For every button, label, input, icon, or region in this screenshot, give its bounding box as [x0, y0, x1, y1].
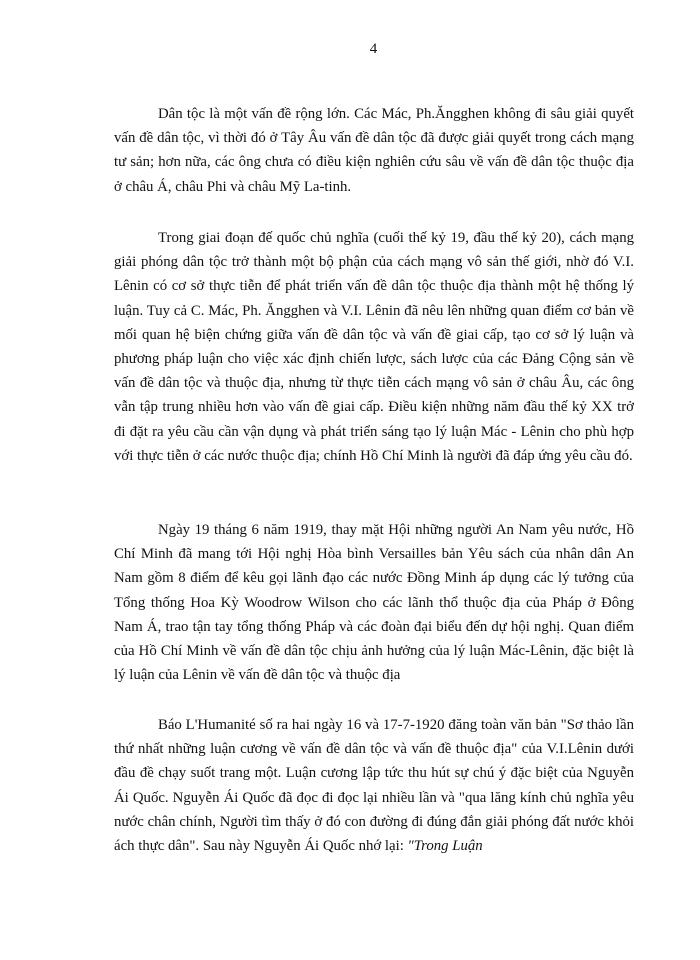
paragraph-colonial-national-question: Dân tộc là một vấn đề rộng lớn. Các Mác, Ph.Ăngghen không đi sâu giải quyết vấn đề dân tộc, vì thời đó ở Tây Âu vấn đề dân tộc đã được giải quyết trong cách mạng tư sản; hơn nữa, các ông chưa có điều kiện nghiên cứu sâu về vấn đề dân tộc thuộc địa ở châu Á, châu Phi và châu Mỹ La-tinh. — [114, 106, 634, 195]
paragraph-lhumanite-text: Báo L'Humanité số ra hai ngày 16 và 17-7-1920 đăng toàn văn bản "Sơ thảo lần thứ nhất những luận cương về vấn đề dân tộc và vấn đề thuộc địa" của V.I.Lênin dưới đầu đề chạy suốt trang một. Luận cương lập tức thu hút sự chú ý đặc biệt của Nguyễn Ái Quốc. Nguyễn Ái Quốc đã đọc đi đọc lại nhiều lần và "qua lăng kính chủ nghĩa yêu nước chân chính, Người tìm thấy ở đó con đường đi đúng đắn giải phóng đất nước khỏi ách thực dân". Sau này Nguyễn Ái Quốc nhớ lại: — [114, 717, 634, 855]
paragraph-lhumanite-theses — [114, 713, 634, 858]
paragraph-imperialism-and-lenin: Trong giai đoạn đế quốc chủ nghĩa (cuối thế kỷ 19, đầu thế kỷ 20), cách mạng giải phóng dân tộc trở thành một bộ phận của cách mạng vô sản thế giới, nhờ đó V.I. Lênin có cơ sở thực tiễn để phát triển vấn đề dân tộc thuộc địa thành một hệ thống lý luận. Tuy cả C. Mác, Ph. Ăngghen và V.I. Lênin đã nêu lên những quan điểm cơ bản về mối quan hệ biện chứng giữa vấn đề dân tộc và vấn đề giai cấp, tạo cơ sở lý luận và phương pháp luận cho việc xác định chiến lược, sách lược của các Đảng Cộng sản về vấn đề dân tộc và thuộc địa, nhưng từ thực tiễn cách mạng vô sản ở châu Âu, các ông vẫn tập trung nhiều hơn vào vấn đề giai cấp. Điều kiện những năm đầu thế kỷ XX trở đi đặt ra yêu cầu cần vận dụng và phát triển sáng tạo lý luận Mác - Lênin cho phù hợp với thực tiễn ở các nước thuộc địa; chính Hồ Chí Minh là người đã đáp ứng yêu cầu đó. — [114, 230, 634, 464]
paragraph-versailles-demands: Ngày 19 tháng 6 năm 1919, thay mặt Hội những người An Nam yêu nước, Hồ Chí Minh đã mang tới Hội nghị Hòa bình Versailles bản Yêu sách của nhân dân An Nam gồm 8 điểm để kêu gọi lãnh đạo các nước Đồng Minh áp dụng các lý tưởng của Tổng thống Hoa Kỳ Woodrow Wilson cho các lãnh thổ thuộc địa của Pháp ở Đông Nam Á, trao tận tay tổng thống Pháp và các đoàn đại biểu đến dự hội nghị. Quan điểm của Hồ Chí Minh về vấn đề dân tộc chịu ảnh hưởng của lý luận Mác-Lênin, đặc biệt là lý luận của Lênin về vấn đề dân tộc và thuộc địa — [114, 522, 634, 684]
italic-quote-start: "Trong Luận — [407, 838, 483, 855]
page-number: 4 — [369, 41, 378, 57]
